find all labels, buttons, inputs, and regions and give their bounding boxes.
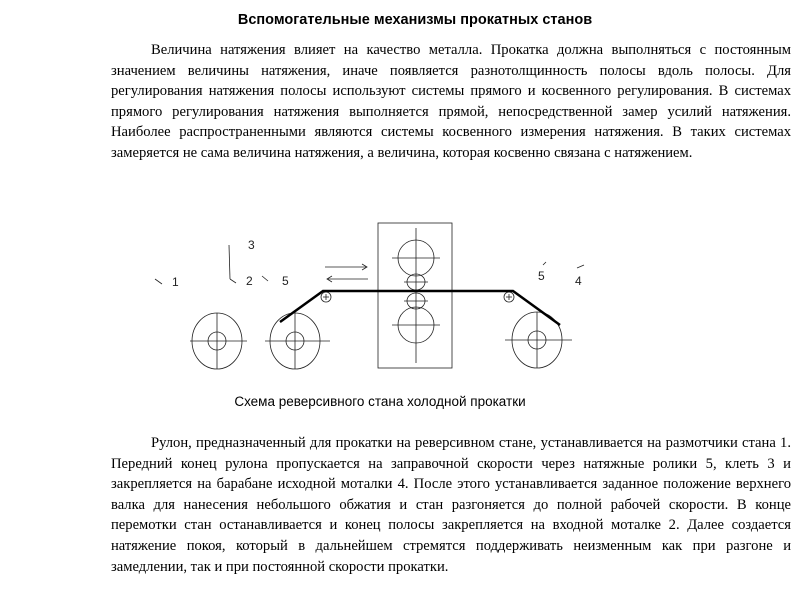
coiler-4 [505, 312, 572, 368]
label-3: 3 [248, 238, 255, 252]
page-title: Вспомогательные механизмы прокатных станов [237, 12, 593, 28]
label-5-right: 5 [538, 269, 545, 283]
leader-lines [155, 245, 584, 284]
tension-roller-left [321, 292, 331, 302]
label-1: 1 [172, 275, 179, 289]
coiler-2 [265, 313, 330, 369]
paragraph-process: Рулон, предназначенный для прокатки на реверсивном стане, устанавливается на размотчики стана 1. Передний конец рулона пропускается на заправочной скорости через натяжные ролики 5, клеть 3 и закрепляется на барабане исходной моталки 4. После этого устанавливается заданное положение верхнего валка для нанесения небольшого обжатия и стан разгоняется до полной рабочей скорости. В конце перемотки стан останавливается и конец полосы закрепляется на входной моталке 2. Далее создается натяжение покоя, который в дальнейшем стремятся поддерживать неизменным как при разгоне и замедлении, так и при постоянной скорости прокатки. [111, 435, 791, 575]
paragraph-tension: Величина натяжения влияет на качество металла. Прокатка должна выполняться с постоянным значением величины натяжения, иначе появляется разнотолщинность полосы вдоль полосы. Для регулирования натяжения полосы используют системы прямого и косвенного регулирования. В системах прямого регулирования натяжения выполняется прямой, непосредственной замер усилий натяжения. Наиболее распространенными являются системы косвенного измерения натяжения. В таких системах замеряется не сама величина натяжения, а величина, которая косвенно связана с натяжением. [111, 42, 791, 161]
label-2: 2 [246, 274, 253, 288]
mill-stand [378, 223, 452, 368]
label-5-left: 5 [282, 274, 289, 288]
uncoiler-1 [190, 313, 247, 369]
direction-arrows [325, 264, 368, 282]
diagram-caption: Схема реверсивного стана холодной прокатки [234, 394, 526, 409]
tension-roller-right [504, 292, 514, 302]
label-4: 4 [575, 274, 582, 288]
